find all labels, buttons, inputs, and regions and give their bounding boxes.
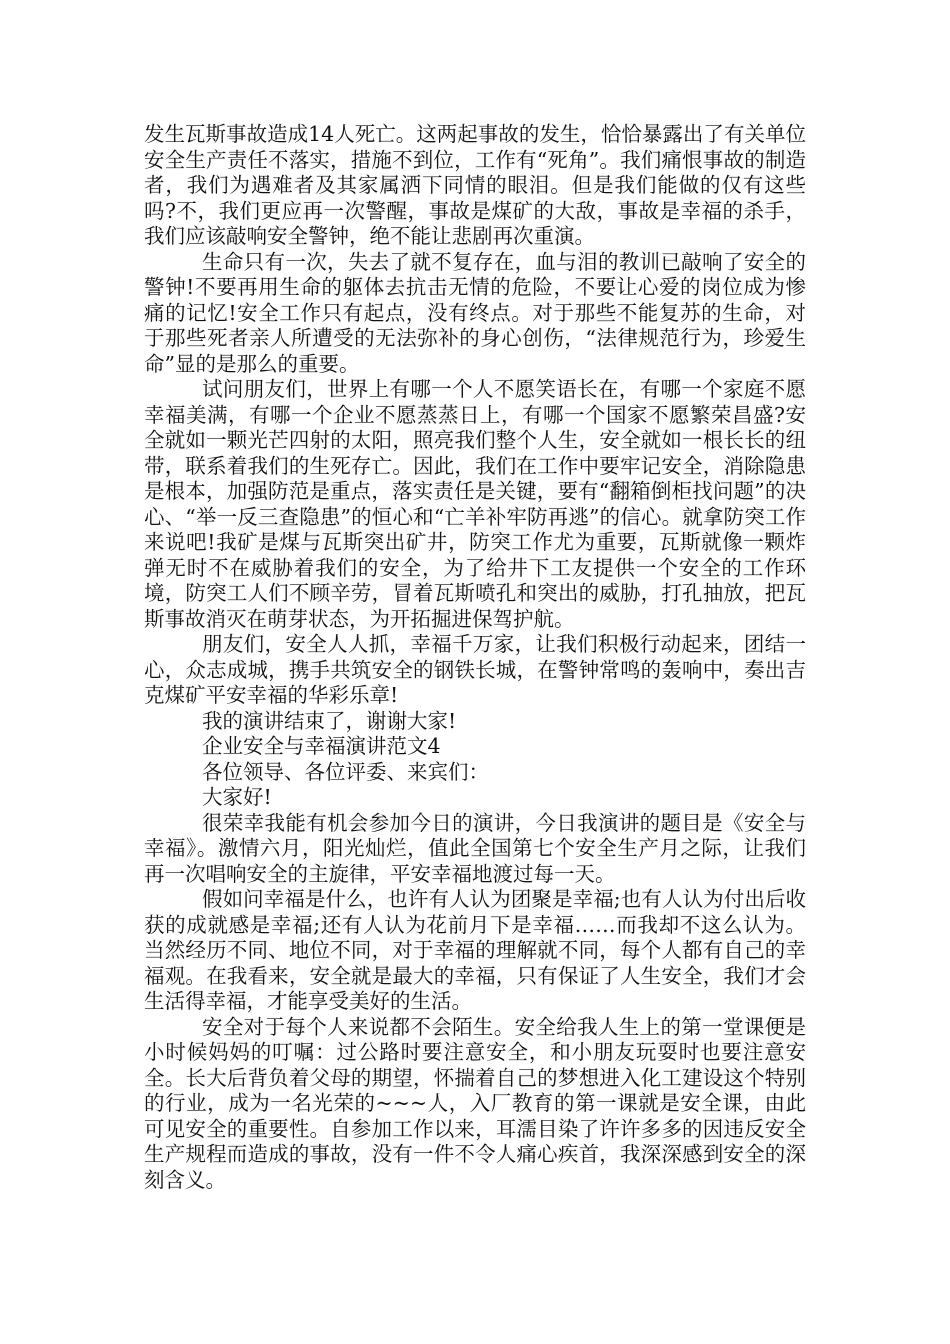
- paragraph-1: 发生瓦斯事故造成14人死亡。这两起事故的发生，恰恰暴露出了有关单位安全生产责任不落实，措施不到位，工作有“死角”。我们痛恨事故的制造者，我们为遇难者及其家属洒下同情的眼泪。但是我们能做的仅有这些吗?不，我们更应再一次警醒，事故是煤矿的大敌，事故是幸福的杀手，我们应该敲响安全警钟，绝不能让悲剧再次重演。: [144, 122, 806, 248]
- paragraph-4: 朋友们，安全人人抓，幸福千万家，让我们积极行动起来，团结一心，众志成城，携手共筑安全的钢铁长城，在警钟常鸣的轰响中，奏出吉克煤矿平安幸福的华彩乐章!: [144, 632, 806, 707]
- paragraph-7: 安全对于每个人来说都不会陌生。安全给我人生上的第一堂课便是小时候妈妈的叮嘱：过公路时要注意安全，和小朋友玩耍时也要注意安全。长大后背负着父母的期望，怀揣着自己的梦想进入化工建设这个特别的行业，成为一名光荣的~~~人，入厂教育的第一课就是安全课，由此可见安全的重要性。自参加工作以来，耳濡目染了许许多多的因违反安全生产规程而造成的事故，没有一件不令人痛心疾首，我深深感到安全的深刻含义。: [144, 1014, 806, 1192]
- paragraph-3: 试问朋友们，世界上有哪一个人不愿笑语长在，有哪一个家庭不愿幸福美满，有哪一个企业不愿蒸蒸日上，有哪一个国家不愿繁荣昌盛?安全就如一颗光芒四射的太阳，照亮我们整个人生，安全就如一根长长的纽带，联系着我们的生死存亡。因此，我们在工作中要牢记安全，消除隐患是根本，加强防范是重点，落实责任是关键，要有“翻箱倒柜找问题”的决心、“举一反三查隐患”的恒心和“亡羊补牢防再逃”的信心。就拿防突工作来说吧!我矿是煤与瓦斯突出矿井，防突工作尤为重要，瓦斯就像一颗炸弹无时不在威胁着我们的安全，为了给井下工友提供一个安全的工作环境，防突工人们不顾辛劳，冒着瓦斯喷孔和突出的威胁，打孔抽放，把瓦斯事故消灭在萌芽状态，为开拓掘进保驾护航。: [144, 377, 806, 631]
- paragraph-5: 很荣幸我能有机会参加今日的演讲，今日我演讲的题目是《安全与幸福》。激情六月，阳光灿烂，值此全国第七个安全生产月之际，让我们再一次唱响安全的主旋律，平安幸福地渡过每一天。: [144, 810, 806, 886]
- paragraph-6: 假如问幸福是什么，也许有人认为团聚是幸福;也有人认为付出后收获的成就感是幸福;还有人认为花前月下是幸福……而我却不这么认为。当然经历不同、地位不同，对于幸福的理解就不同，每个人都有自己的幸福观。在我看来，安全就是最大的幸福，只有保证了人生安全，我们才会生活得幸福，才能享受美好的生活。: [144, 887, 806, 1013]
- document-page: [144, 122, 806, 1193]
- section-title: 企业安全与幸福演讲范文4: [202, 734, 441, 758]
- paragraph-2: 生命只有一次，失去了就不复存在，血与泪的教训已敲响了安全的警钟!不要再用生命的躯体去抗击无情的危险，不要让心爱的岗位成为惨痛的记忆!安全工作只有起点，没有终点。对于那些不能复苏的生命，对于那些死者亲人所遭受的无法弥补的身心创伤，“法律规范行为，珍爱生命”显的是那么的重要。: [144, 249, 806, 376]
- greeting: 大家好!: [202, 785, 272, 809]
- closing-line: 我的演讲结束了，谢谢大家!: [202, 708, 457, 733]
- salutation: 各位领导、各位评委、来宾们：: [202, 759, 489, 784]
